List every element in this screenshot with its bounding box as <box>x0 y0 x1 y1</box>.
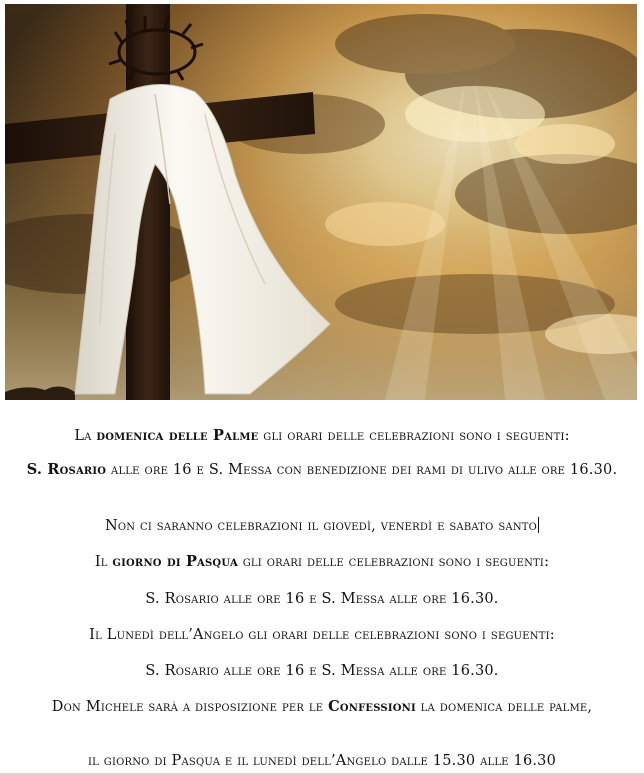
header-image <box>5 4 637 400</box>
easter-day-times: S. Rosario alle ore 16 e S. Messa alle ore 16.30. <box>145 591 499 607</box>
easter-day-schedule: Il giorno di Pasqua gli orari delle celebrazioni sono i seguenti: <box>94 553 550 570</box>
palm-sunday-times: S. Rosario alle ore 16 e S. Messa con benedizione dei rami di ulivo alle ore 16.30. <box>26 461 618 478</box>
easter-monday-schedule: Il Lunedì dell’Angelo gli orari delle celebrazioni sono i seguenti: <box>89 627 555 643</box>
confessions-notice: Don Michele sarà a disposizione per le Confessioni la domenica delle palme, <box>51 698 593 715</box>
text-cursor <box>538 517 539 533</box>
announcement-text <box>0 400 644 775</box>
holy-days-notice: Non ci saranno celebrazioni il giovedì, venerdì e sabato santo <box>104 518 538 534</box>
confessions-times: il giorno di Pasqua e il lunedì dell’Angelo dalle 15.30 alle 16.30 <box>87 753 557 769</box>
easter-monday-times: S. Rosario alle ore 16 e S. Messa alle ore 16.30. <box>145 663 499 679</box>
cross-with-cloth-illustration <box>5 4 637 400</box>
palm-sunday-schedule: La domenica delle Palme gli orari delle celebrazioni sono i seguenti: <box>74 427 570 444</box>
